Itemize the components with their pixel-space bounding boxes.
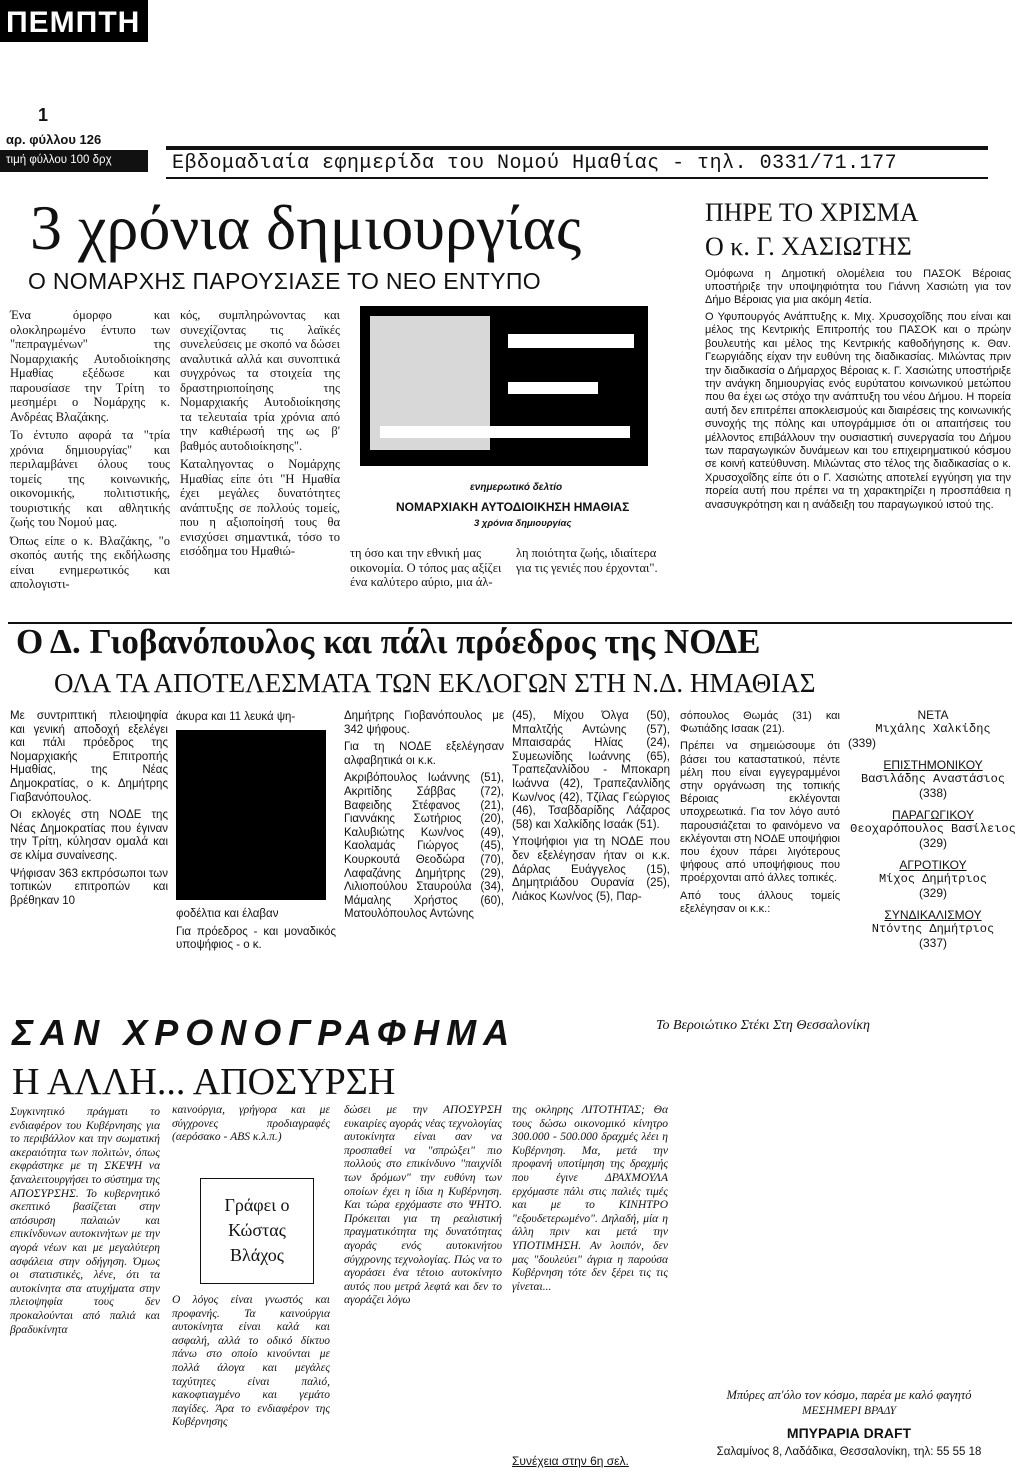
sector-name: Μιχάλης Χαλκίδης (875, 722, 991, 736)
column-col-1: Συγκινητικό πράγματι το ενδιαφέρον του Κυβέρνησης για το περιβάλλον και την σωματική ακεραιότητα των πολιτών, όπως εκφράστηκε με τη ΣΚΕΨΗ να ξαναλειτουργήσει το σύστημα της ΑΠΟΣΥΡΣΗΣ. Το κυβερνητικό σκεπτικό βασίζεται στην απόσυρση παλαιών και επικίνδυνων αυτοκινήτων με την αγορά νέων και με μεγαλύτερη ασφάλεια στην οδήγηση. Όμως οι στατιστικές, λένε, ότι τα αυτοκίνητα στα ατυχήματα στην πλειοψηφία τους δεν προκαλούνται από παλιά και βραδυκίνητα (10, 1106, 160, 1336)
node-col5-para: σόπουλος Θωμάς (31) και Φωτιάδης Ισαακ (21). (680, 710, 840, 736)
node-col3-para: Δημήτρης Γιοβανόπουλος με 342 ψήφους. (344, 710, 504, 736)
sector-block (848, 858, 1018, 900)
node-col1-para: Ψήφισαν 363 εκπρόσωποι των τοπικών επιτροπών και βρέθηκαν 10 (10, 867, 168, 907)
node-col-4 (512, 710, 670, 908)
lead-headline: 3 χρόνια δημιουργίας (30, 192, 582, 263)
booklet-caption-1: ενημερωτικό δελτίο (470, 482, 563, 493)
sector-votes: (338) (918, 786, 947, 800)
sector-name: Ντόντης Δημήτριος (871, 922, 995, 936)
node-col5-para: Πρέπει να σημειώσουμε ότι βάσει του καταστατικού, πέντε μέλη που είναι εγγεγραμμένοι στην οργάνωση της τοπικής Βέροιας εκλέγονται υποχρεωτικά. Για τον λόγο αυτό παρουσιάζεται το φαινόμενο να εκλέγονται στη ΝΟΔΕ υποψήφιοι που έχουν πάρει λιγότερους ψήφους από υποψήφιους που προέρχονται από άλλες τοπικές. (680, 740, 840, 885)
column-col-2-bottom: Ο λόγος είναι γνωστός και προφανής. Τα καινούργια αυτοκίνητα είναι καλά και ασφαλή, αλλά το οδικό δίκτυο πάνω στο οποίο κινούνται με πολλά άλογα και μεγάλες ταχύτητες είναι παλιό, κακοφτιαγμένο και γεμάτο παγίδες. Άρα το ενδιαφέρον της Κυβέρνησης (172, 1294, 330, 1429)
lead-col1-para: Όπως είπε ο κ. Βλαζάκης, "ο σκοπός αυτής της εκδήλωσης είναι ενημερωτικός και απολογιστι- (10, 533, 170, 591)
lead-col-2 (180, 308, 340, 563)
node-subhead: ΟΛΑ ΤΑ ΑΠΟΤΕΛΕΣΜΑΤΑ ΤΩΝ ΕΚΛΟΓΩΝ ΣΤΗ Ν.Δ. ΗΜΑΘΙΑΣ (54, 668, 816, 698)
masthead-day: ΠΕΜΠΤΗ (6, 6, 141, 39)
sector-name: Βασιλάδης Αναστάσιος (860, 772, 1006, 786)
ad-line-4: Σαλαμίνος 8, Λαδάδικα, Θεσσαλονίκη, τηλ: 55 55 18 (716, 1446, 982, 1458)
node-col3-para: Για τη ΝΟΔΕ εξελέγησαν αλφαβητικά οι κ.κ. (344, 741, 504, 767)
booklet-caption-3: 3 χρόνια δημιουργίας (474, 518, 572, 529)
sector-votes: (339) (848, 736, 877, 750)
ad-line-1: Μπύρες απ'όλο τον κόσμο, παρέα με καλό φαγητό (726, 1388, 972, 1402)
lead-col2-para: Καταληγοντας ο Νομάρχης Ημαθίας είπε ότι "Η Ημαθία έχει μεγάλες δυνατότητες ανάπτυξης σε πολλούς τομείς, που η αξιοποίησή τους θα ενισχύσει σημαντικά, τόσο το εισόδημα του Ημαθιώ- (180, 457, 340, 558)
issue-number: 1 (38, 105, 49, 125)
lead-col1-para: Ένα όμορφο και ολοκληρωμένο έντυπο των "πεπραγμένων" της Νομαρχιακής Αυτοδιοίκησης Ημαθίας εξέδωσε και παρουσίασε την Τρίτη το μεσημέρι ο Νομάρχης κ. Ανδρέας Βλαζάκης. (10, 308, 170, 424)
node-col1-para: Οι εκλογές στη ΝΟΔΕ της Νέας Δημοκρατίας που έγιναν την Τρίτη, κύλησαν ομαλά και σε κλίμα συναίνεσης. (10, 809, 168, 862)
column-col-2-top: καινούργια, γρήγορα και με σύγχρονες προδιαγραφές (αερόσακο - ABS κ.λ.π.) (172, 1104, 330, 1144)
lead-col2-para: κός, συμπληρώνοντας και συνεχίζοντας τις λαϊκές συνελεύσεις με σκοπό να δώσει αναλυτικά αλλά και συνοπτικά συγχρόνως τα στοιχεία της δραστηριοποίησης της Νομαρχιακής Αυτοδιοίκησης τα τελευταία τρία χρόνια από την καθιέρωσή της ως β' βαθμός αυτοδιοίκησης". (180, 308, 340, 453)
masthead-rule-top (166, 146, 988, 150)
sector-name: Μίχος Δημήτριος (878, 872, 988, 886)
photo-highlight (508, 382, 598, 394)
node-photo (176, 730, 326, 900)
node-col-2-top: άκυρα και 11 λευκά ψη- (176, 711, 296, 723)
sector-block (848, 708, 1018, 750)
node-col2-line: φοδέλτια και έλαβαν (176, 908, 279, 920)
sector-votes: (329) (918, 886, 947, 900)
node-col3-para: Ακριβόπουλος Ιωάννης (51), Ακριτίδης Σάββας (72), Βαφειδης Στέφανος (21), Γιαννάκης Σωτήριος (20), Καλυβιώτης Κων/νος (49), Καολαμάς Γιώργος (45), Κουρκουτά Θεοδώρα (70), Λαφαζάνης Δημήτρης (29), Λιλιοπούλου Σταυρούλα (34), Μάμαλης Χρήστος (60), Ματουλόπουλος Αντώνης (344, 772, 504, 921)
lead-col-1 (10, 308, 170, 596)
side-headline-1: ΠΗΡΕ ΤΟ ΧΡΙΣΜΑ (705, 198, 919, 227)
lead-subhead: Ο ΝΟΜΑΡΧΗΣ ΠΑΡΟΥΣΙΑΣΕ ΤΟ ΝΕΟ ΕΝΤΥΠΟ (28, 268, 541, 294)
column-col-3: δώσει με την ΑΠΟΣΥΡΣΗ ευκαιρίες αγοράς νέας τεχνολογίας αυτοκίνητα είναι σαν να προσπαθεί να "σπρώξει" πιο πολλούς στο επικίνδυνο "παιχνίδι των δρόμων" την ευθύνη των οποίων έχει η ίδια η Κυβέρνηση. Και τώρα ερχόμαστε στο ΨΗΤΟ. Πρόκειται για τη ρεαλιστική πραγματικότητα της δυνατότητας αγοράς ενός αυτοκινήτου σύγχρονης τεχνολογίας. Πώς να το αγοράσει ένα τέτοιο αυτοκίνητο αυτός που μετρά λεφτά και δεν το αγοράζει λόγω (344, 1104, 502, 1307)
sector-block (848, 908, 1018, 950)
masthead-rule-bottom (166, 177, 988, 179)
node-col4-para: Υποψήφιοι για τη ΝΟΔΕ που δεν εξελέγησαν ήταν οι κ.κ. Δάρλας Ευάγγελος (15), Δημητριάδου Ουρανία (25), Λιάκος Κων/νος (5), Παρ- (512, 836, 670, 903)
booklet-caption-2: ΝΟΜΑΡΧΙΑΚΗ ΑΥΤΟΔΙΟΙΚΗΣΗ ΗΜΑΘΙΑΣ (396, 500, 630, 514)
booklet-photo (360, 306, 648, 466)
node-sectors (848, 708, 1018, 950)
lead-col-3: τη όσο και την εθνική μας οικονομία. Ο τόπος μας αξίζει ένα καλύτερο αύριο, μια άλ- (350, 546, 502, 589)
lead-col-4: λη ποιότητα ζωής, ιδιαίτερα για τις γενιές που έρχονται". (516, 546, 658, 575)
author-box-text: Γράφει ο Κώστας Βλάχος (224, 1195, 290, 1265)
side-intro: Ομόφωνα η Δημοτική ολομέλεια του ΠΑΣΟΚ Βέροιας υποστήριξε την υποψηφιότητα του Γιάννη Χασιώτη για τον Δήμο Βέροιας για μια ακόμη 4ετία. (705, 268, 1011, 306)
sector-title: ΣΥΝΔΙΚΑΛΙΣΜΟΥ (884, 908, 982, 922)
ad-line-2: ΜΕΣΗΜΕΡΙ ΒΡΑΔΥ (801, 1405, 897, 1417)
column-kicker: ΣΑΝ ΧΡΟΝΟΓΡΑΦΗΜΑ (12, 1012, 517, 1053)
photo-highlight (380, 426, 630, 438)
sector-block (848, 758, 1018, 800)
node-col1-para: Με συντριπτική πλειοψηφία και γενική αποδοχή εξελέγει και πάλι πρόεδρος της Νομαρχιακής Επιτροπής Ημαθίας, της Νέας Δημοκρατίας, ο κ. Δημήτρης Γιαβανόπουλος. (10, 710, 168, 804)
ad-line-3: ΜΠΥΡΑΡΙΑ DRAFT (786, 1425, 912, 1441)
sector-votes: (329) (918, 836, 947, 850)
author-box (200, 1178, 314, 1284)
sector-name: Θεοχαρόπουλος Βασίλειος (850, 822, 1016, 836)
price: τιμή φύλλου 100 δρχ (6, 154, 112, 166)
column-col-4: της οκληρης ΛΙΤΟΤΗΤΑΣ; Θα τους δώσω οικονομικό κίνητρο 300.000 - 500.000 δραχμές λέει η Κυβέρνηση. Μα, μετά την προφανή υποτίμηση της δραχμής που έγινε ΔΡΑΧΜΟΥΛΑ ερχόμαστε πάλι στις παλιές τιμές και με το ΚΙΝΗΤΡΟ "εξουδετερωμένο". Δηλαδή, μία η άλλη πριν και μετά την ΥΠΟΤΙΜΗΣΗ. Αν λοιπόν, δεν μας "δουλεύει" άγρια η παρούσα Κυβέρνηση τότε δεν ξέρει τις τις γίνεται... (512, 1104, 668, 1293)
sector-title: ΝΕΤΑ (917, 708, 949, 722)
node-headline: Ο Δ. Γιοβανόπουλος και πάλι πρόεδρος της ΝΟΔΕ (16, 622, 761, 661)
node-col-1 (10, 710, 168, 912)
masthead-tagline: Εβδομαδιαία εφημερίδα του Νομού Ημαθίας - τηλ. 0331/71.177 (172, 152, 898, 175)
node-col-5 (680, 710, 840, 920)
node-col2-line: Για πρόεδρος - και μοναδικός υποψήφιος - ο κ. (176, 925, 336, 952)
node-col4-para: (45), Μίχου Όλγα (50), Μπαλτζής Αντώνης (57), Μπαισαράς Ηλίας (24), Συμεωνίδης Ιωάννης (65), Τραπεζανλίδου - Μποκαρη Ιωάννα (42), Τραπεζανλίδης Κων/νος (42), Τζίλας Γεώργιος (46), Τσαβδαρίδης Λάζαρος (58) και Χαλκίδης Ισαάκ (51). (512, 710, 670, 831)
sheet-number: αρ. φύλλου 126 (6, 132, 102, 147)
continued-link[interactable]: Συνέχεια στην 6η σελ. (512, 1454, 629, 1468)
sector-title: ΕΠΙΣΤΗΜΟΝΙΚΟΥ (883, 758, 983, 772)
photo-highlight (508, 334, 634, 348)
node-col-3 (344, 710, 504, 926)
column-byline: Το Βεροιώτικο Στέκι Στη Θεσσαλονίκη (656, 1018, 870, 1033)
node-col-2-bottom (176, 908, 336, 957)
side-body: Ο Υφυπουργός Ανάπτυξης κ. Μιχ. Χρυσοχοΐδης που είναι και μέλος της Κεντρικής Επιτροπής του ΠΑΣΟΚ και ο πρώην βουλευτής και μέλος της Κεντρικής καθοδήγησης κ. Θαν. Γεωργιάδης είχαν την ευθύνη της διαδικασίας. Μιλώντας πριν την διαδικασία ο Δήμαρχος Βέροιας κ. Γ. Χασιώτης υποστήριξε την ανάγκη δημιουργίας ενός ευρύτατου κοινωνικού μετώπου που θα έχει ως στόχο την ανάπτυξη του νέου Δήμου. Η πορεία αυτή δεν επιτρέπει αποκλεισμούς και διαιρέσεις της κοινωνικής συνοχής της πόλης και υπογράμμισε ότι οι απαιτήσεις του μέλλοντος επιβάλλουν την ουσιαστική συνεργασία του Δήμου των παραγωγικών δυνάμεων και του επιχειρηματικού κόσμου σε κοινή κατεύθυνση. Μιλώντας στο τέλος της διαδικασίας ο κ. Χρυσοχοΐδης είπε ότι ο Γ. Χασιώτης αποτελεί εγγύηση για την πορεία αυτή που πρέπει να τη χαρακτηρίζει η προσπάθεια η ανασυγκρότηση και η ανάδειξη του παραγωγικού ιστού της. (705, 311, 1011, 511)
node-col5-para: Από τους άλλους τομείς εξελέγησαν οι κ.κ.: (680, 889, 840, 915)
side-headline-2: Ο κ. Γ. ΧΑΣΙΩΤΗΣ (705, 232, 912, 261)
sector-block (848, 808, 1018, 850)
sector-title: ΑΓΡΟΤΙΚΟΥ (899, 858, 967, 872)
lead-col1-para: Το έντυπο αφορά τα "τρία χρόνια δημιουργίας" και περιλαμβάνει όλους τους τομείς της κοινωνικής, οικονομικής, πολιτιστικής, τουριστικής και αθλητικής ζωής του Νομού μας. (10, 428, 170, 529)
column-headline: Η ΑΛΛΗ... ΑΠΟΣΥΡΣΗ (12, 1061, 396, 1103)
sector-title: ΠΑΡΑΓΩΓΙΚΟΥ (892, 808, 974, 822)
sector-votes: (337) (918, 936, 947, 950)
